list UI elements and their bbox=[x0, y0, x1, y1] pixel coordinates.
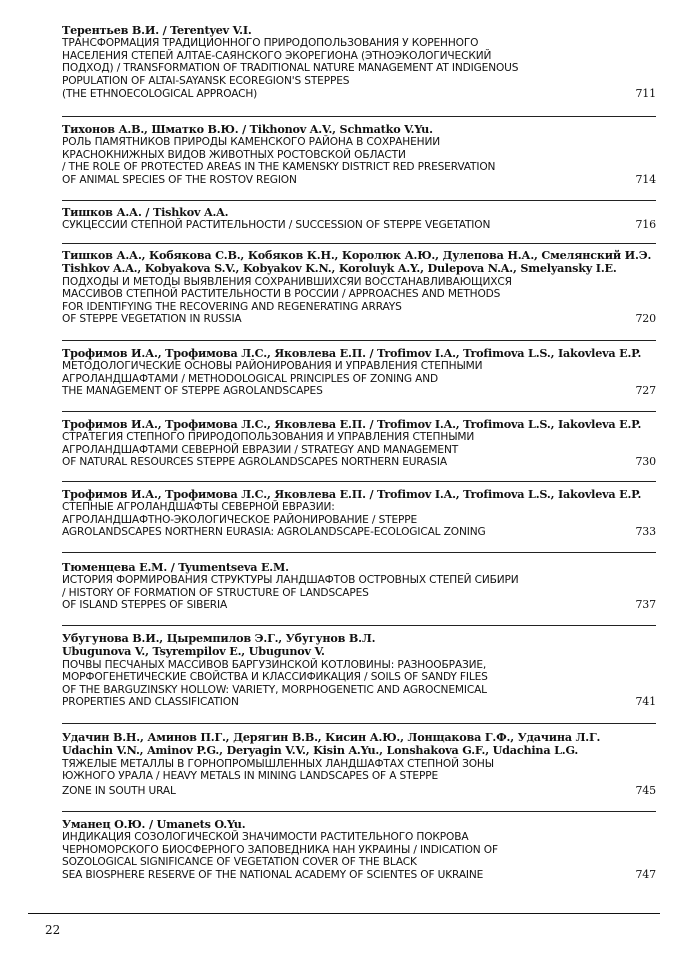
entry-title-line: ПОДХОДЫ И МЕТОДЫ ВЫЯВЛЕНИЯ СОХРАНИВШИХСЯИ ВОССТАНАВЛИВАЮЩИХСЯ bbox=[62, 275, 512, 288]
entry-title-line: ПОЧВЫ ПЕСЧАНЫХ МАССИВОВ БАРГУЗИНСКОЙ КОТЛОВИНЫ: РАЗНООБРАЗИЕ, bbox=[62, 658, 487, 671]
entry-separator bbox=[62, 200, 656, 201]
entry-page-number: 741 bbox=[635, 695, 656, 709]
entry-page-number: 714 bbox=[635, 173, 656, 187]
entry-authors: Тишков А.А. / Tishkov A.A. bbox=[62, 205, 229, 219]
entry-title-last-line bbox=[62, 696, 656, 709]
entry-page-number: 716 bbox=[635, 218, 656, 232]
entry-title-line: SOZOLOGICAL SIGNIFICANCE OF VEGETATION COVER OF THE BLACK bbox=[62, 856, 417, 869]
entry-authors: Терентьев В.И. / Terentyev V.I. bbox=[62, 23, 252, 37]
entry-authors: Уманец О.Ю. / Umanets O.Yu. bbox=[62, 817, 246, 831]
entry-title-last-line bbox=[62, 219, 656, 232]
entry-title-line: ТЯЖЕЛЫЕ МЕТАЛЛЫ В ГОРНОПРОМЫШЛЕННЫХ ЛАНДШАФТАХ СТЕПНОЙ ЗОНЫ bbox=[62, 757, 494, 770]
entry-separator bbox=[62, 411, 656, 412]
entry-title-text: PROPERTIES AND CLASSIFICATION bbox=[62, 696, 239, 709]
entry-title-text: ZONE IN SOUTH URAL bbox=[62, 784, 176, 797]
entry-title-last-line bbox=[62, 599, 656, 612]
entry-title-text: SEA BIOSPHERE RESERVE OF THE NATIONAL ACADEMY OF SCIENTES OF UKRAINE bbox=[62, 869, 484, 882]
contents-entry bbox=[62, 206, 656, 232]
entry-separator bbox=[62, 243, 656, 244]
contents-entry bbox=[62, 249, 656, 326]
entry-title-last-line bbox=[62, 88, 656, 101]
entry-page-number: 737 bbox=[635, 598, 656, 612]
entry-separator bbox=[62, 625, 656, 626]
contents-entry bbox=[62, 418, 656, 469]
contents-entry bbox=[62, 488, 656, 539]
entry-title-last-line bbox=[62, 526, 656, 539]
entry-separator bbox=[62, 340, 656, 341]
entry-separator bbox=[62, 811, 656, 812]
footer-rule bbox=[28, 913, 660, 914]
entry-separator bbox=[62, 116, 656, 117]
entry-title-line: ИСТОРИЯ ФОРМИРОВАНИЯ СТРУКТУРЫ ЛАНДШАФТОВ ОСТРОВНЫХ СТЕПЕЙ СИБИРИ bbox=[62, 574, 519, 587]
entry-title-line: ЮЖНОГО УРАЛА / HEAVY METALS IN MINING LANDSCAPES OF A STEPPE bbox=[62, 770, 438, 783]
entry-title-last-line bbox=[62, 313, 656, 326]
entry-title-line: ЧЕРНОМОРСКОГО БИОСФЕРНОГО ЗАПОВЕДНИКА НАН УКРАИНЫ / INDICATION OF bbox=[62, 843, 498, 856]
entry-title-line: МЕТОДОЛОГИЧЕСКИЕ ОСНОВЫ РАЙОНИРОВАНИЯ И УПРАВЛЕНИЯ СТЕПНЫМИ bbox=[62, 360, 483, 373]
entry-title-text: (THE ETHNOECOLOGICAL APPROACH) bbox=[62, 87, 258, 100]
entry-page-number: 720 bbox=[635, 312, 656, 326]
entry-authors: Тишков А.А., Кобякова С.В., Кобяков К.Н., Королюк А.Ю., Дулепова Н.А., Смелянский И.Э. bbox=[62, 248, 652, 262]
entry-title-line: РОЛЬ ПАМЯТНИКОВ ПРИРОДЫ КАМЕНСКОГО РАЙОНА В СОХРАНЕНИИ bbox=[62, 136, 441, 149]
entry-title-line: FOR IDENTIFYING THE RECOVERING AND REGENERATING ARRAYS bbox=[62, 300, 402, 313]
entry-authors: Tishkov A.A., Kobyakova S.V., Kobyakov K.N., Koroluyk A.Y., Dulepova N.A., Smelyansky I.E. bbox=[62, 261, 617, 276]
contents-entry bbox=[62, 632, 656, 709]
entry-authors: Ubugunova V., Tsyrempilov E., Ubugunov V. bbox=[62, 644, 325, 659]
entry-separator bbox=[62, 552, 656, 553]
entry-title-line: ТРАНСФОРМАЦИЯ ТРАДИЦИОННОГО ПРИРОДОПОЛЬЗОВАНИЯ У КОРЕННОГО bbox=[62, 37, 479, 50]
entry-title-line: АГРОЛАНДШАФТАМИ / METHODOLOGICAL PRINCIPLES OF ZONING AND bbox=[62, 372, 439, 385]
entry-title-line: СТЕПНЫЕ АГРОЛАНДШАФТЫ СЕВЕРНОЙ ЕВРАЗИИ: bbox=[62, 501, 335, 514]
entry-page-number: 730 bbox=[635, 455, 656, 469]
contents-entry bbox=[62, 818, 656, 882]
entry-title-line: / THE ROLE OF PROTECTED AREAS IN THE KAMENSKY DISTRICT RED PRESERVATION bbox=[62, 161, 496, 174]
entry-title-last-line bbox=[62, 385, 656, 398]
entry-title-line: МОРФОГЕНЕТИЧЕСКИЕ СВОЙСТВА И КЛАССИФИКАЦИЯ / SOILS OF SANDY FILES bbox=[62, 671, 488, 684]
entry-title-text: OF ANIMAL SPECIES OF THE ROSTOV REGION bbox=[62, 174, 297, 187]
folio-page-number: 22 bbox=[45, 923, 61, 937]
entry-title-text: OF ISLAND STEPPES OF SIBERIA bbox=[62, 599, 228, 612]
entry-title-line: МАССИВОВ СТЕПНОЙ РАСТИТЕЛЬНОСТИ В РОССИИ / APPROACHES AND METHODS bbox=[62, 288, 501, 301]
contents-entry bbox=[62, 731, 656, 797]
entry-title-line: КРАСНОКНИЖНЫХ ВИДОВ ЖИВОТНЫХ РОСТОВСКОЙ ОБЛАСТИ bbox=[62, 148, 406, 161]
entry-page-number: 745 bbox=[635, 783, 656, 797]
entry-title-text: OF STEPPE VEGETATION IN RUSSIA bbox=[62, 313, 242, 326]
entry-page-number: 711 bbox=[635, 86, 656, 100]
entry-title-last-line bbox=[62, 456, 656, 469]
entry-authors: Трофимов И.А., Трофимова Л.С., Яковлева Е.П. / Trofimov I.A., Trofimova L.S., Iakovleva E.P. bbox=[62, 487, 642, 501]
entry-title-line: OF THE BARGUZINSKY HOLLOW: VARIETY, MORPHOGENETIC AND AGROCNEMICAL bbox=[62, 683, 487, 696]
entry-page-number: 727 bbox=[635, 384, 656, 398]
entry-title-last-line bbox=[62, 785, 656, 798]
entry-page-number: 747 bbox=[635, 868, 656, 882]
entry-title-line: СТРАТЕГИЯ СТЕПНОГО ПРИРОДОПОЛЬЗОВАНИЯ И УПРАВЛЕНИЯ СТЕПНЫМИ bbox=[62, 431, 475, 444]
entry-title-line: ПОДХОД) / TRANSFORMATION OF TRADITIONAL NATURE MANAGEMENT AT INDIGENOUS bbox=[62, 62, 519, 75]
entry-title-line: АГРОЛАНДШАФТАМИ СЕВЕРНОЙ ЕВРАЗИИ / STRATEGY AND MANAGEMENT bbox=[62, 443, 459, 456]
contents-entry bbox=[62, 24, 656, 100]
entry-title-text: AGROLANDSCAPES NORTHERN EURASIA: AGROLANDSCAPE-ECOLOGICAL ZONING bbox=[62, 526, 486, 539]
entry-title-line: POPULATION OF ALTAI-SAYANSK ECOREGION'S STEPPES bbox=[62, 75, 350, 88]
entry-title-line: НАСЕЛЕНИЯ СТЕПЕЙ АЛТАЕ-САЯНСКОГО ЭКОРЕГИОНА (ЭТНОЭКОЛОГИЧЕСКИЙ bbox=[62, 49, 492, 62]
entry-page-number: 733 bbox=[635, 525, 656, 539]
contents-entry bbox=[62, 347, 656, 398]
entry-title-text: OF NATURAL RESOURCES STEPPE AGROLANDSCAPES NORTHERN EURASIA bbox=[62, 456, 447, 469]
entry-separator bbox=[62, 723, 656, 724]
entry-title-text: THE MANAGEMENT OF STEPPE AGROLANDSCAPES bbox=[62, 385, 323, 398]
entry-title-line: / HISTORY OF FORMATION OF STRUCTURE OF LANDSCAPES bbox=[62, 586, 369, 599]
entry-title-last-line bbox=[62, 869, 656, 882]
entry-title-last-line bbox=[62, 174, 656, 187]
entry-authors: Удачин В.Н., Аминов П.Г., Дерягин В.В., Кисин А.Ю., Лонщакова Г.Ф., Удачина Л.Г. bbox=[62, 730, 601, 744]
entry-authors: Udachin V.N., Aminov P.G., Deryagin V.V., Kisin A.Yu., Lonshakova G.F., Udachina L.G. bbox=[62, 743, 579, 758]
contents-entry bbox=[62, 123, 656, 187]
entry-authors: Убугунова В.И., Цыремпилов Э.Г., Убугунов В.Л. bbox=[62, 631, 376, 645]
entry-authors: Тихонов А.В., Шматко В.Ю. / Tikhonov A.V., Schmatko V.Yu. bbox=[62, 122, 433, 136]
entry-title-text: СУКЦЕССИИ СТЕПНОЙ РАСТИТЕЛЬНОСТИ / SUCCESSION OF STEPPE VEGETATION bbox=[62, 219, 491, 232]
entry-authors: Трофимов И.А., Трофимова Л.С., Яковлева Е.П. / Trofimov I.A., Trofimova L.S., Iakovleva E.P. bbox=[62, 346, 642, 360]
entry-title-line: АГРОЛАНДШАФТНО-ЭКОЛОГИЧЕСКОЕ РАЙОНИРОВАНИЕ / STEPPE bbox=[62, 513, 418, 526]
entry-authors: Тюменцева Е.М. / Tyumentseva E.M. bbox=[62, 560, 289, 574]
entry-title-line: ИНДИКАЦИЯ СОЗОЛОГИЧЕСКОЙ ЗНАЧИМОСТИ РАСТИТЕЛЬНОГО ПОКРОВА bbox=[62, 831, 469, 844]
entry-authors: Трофимов И.А., Трофимова Л.С., Яковлева Е.П. / Trofimov I.A., Trofimova L.S., Iakovleva E.P. bbox=[62, 417, 642, 431]
contents-entry bbox=[62, 561, 656, 612]
entry-separator bbox=[62, 481, 656, 482]
